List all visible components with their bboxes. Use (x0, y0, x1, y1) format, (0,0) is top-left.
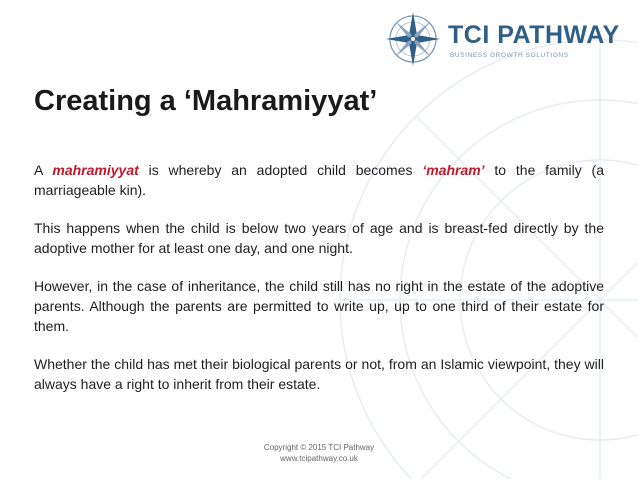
paragraph-text: A (34, 162, 53, 178)
paragraph-biological-parents: Whether the child has met their biological parents or not, from an Islamic viewpoint, they will always have a right to inherit from their estate. (34, 356, 604, 392)
paragraph-text: is whereby an adopted child becomes (138, 162, 423, 178)
paragraph-conditions: This happens when the child is below two years of age and is breast-fed directly by the adoptive mother for at least one day, and one night. (34, 220, 604, 256)
paragraph-inheritance: However, in the case of inheritance, the child still has no right in the estate of the adoptive parents. Although the parents are permitted to write up, up to one third of their estate for them. (34, 278, 604, 334)
brand-name: TCI PATHWAY (448, 21, 620, 49)
emphasis-term-mahram: ‘mahram’ (422, 162, 485, 178)
brand-tagline: BUSINESS GROWTH SOLUTIONS (450, 52, 569, 59)
brand-logo (384, 10, 634, 70)
slide-body (34, 160, 604, 412)
paragraph-definition (34, 160, 604, 200)
footer-copyright: Copyright © 2015 TCI Pathway (263, 443, 375, 452)
compass-rose-icon (384, 10, 442, 68)
footer-url: www.tcipathway.co.uk (280, 454, 358, 463)
footer (0, 442, 638, 464)
emphasis-term-mahramiyyat: mahramiyyat (52, 162, 139, 178)
paragraph-text: to the family (a marriageable kin). (34, 162, 604, 198)
slide-title: Creating a ‘Mahramiyyat’ (34, 85, 378, 117)
